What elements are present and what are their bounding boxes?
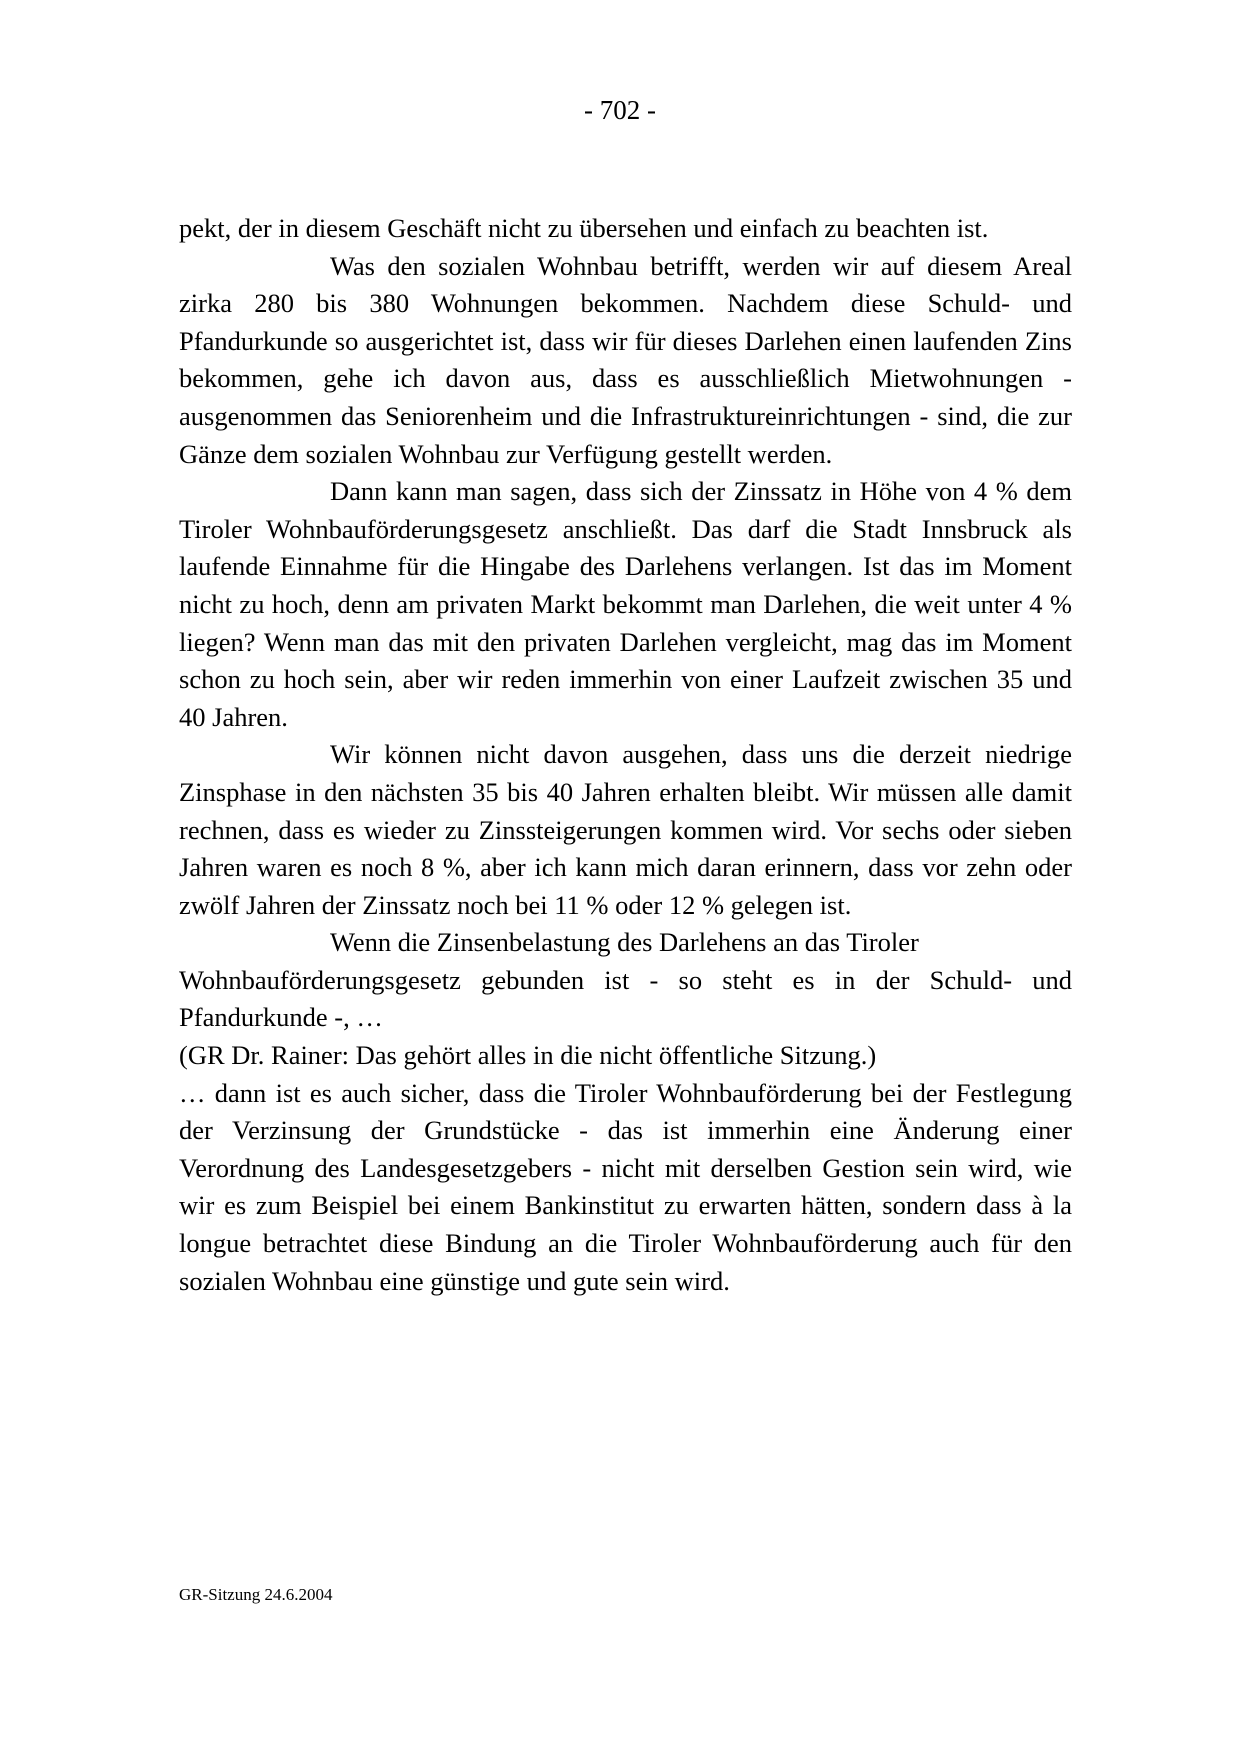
page-number: - 702 - — [584, 95, 656, 125]
document-body — [179, 210, 1072, 1300]
paragraph-continuation: pekt, der in diesem Geschäft nicht zu übersehen und einfach zu beachten ist. — [179, 213, 989, 243]
paragraph-interest-rate: Dann kann man sagen, dass sich der Zinssatz in Höhe von 4 % dem Tiroler Wohnbauförderungsgesetz anschließt. Das darf die Stadt Innsbruck als laufende Einnahme für die Hingabe des Darlehens verlangen. Ist das im Moment nicht zu hoch, denn am privaten Markt bekommt man Darlehen, die weit unter 4 % liegen? Wenn man das mit den privaten Darlehen vergleicht, mag das im Moment schon zu hoch sein, aber wir reden immerhin von einer Laufzeit zwischen 35 und 40 Jahren. — [179, 476, 1072, 732]
interjection: (GR Dr. Rainer: Das gehört alles in die nicht öffentliche Sitzung.) — [179, 1040, 877, 1071]
paragraph-interest-outlook: Wir können nicht davon ausgehen, dass uns die derzeit niedrige Zinsphase in den nächsten 35 bis 40 Jahren erhalten bleibt. Wir müssen alle damit rechnen, dass es wieder zu Zinssteigerungen kommen wird. Vor sechs oder sieben Jahren waren es noch 8 %, aber ich kann mich daran erinnern, dass vor zehn oder zwölf Jahren der Zinssatz noch bei 11 % oder 12 % gelegen ist. — [179, 739, 1072, 920]
paragraph-interest-binding-cont: Wohnbauförderungsgesetz gebunden ist - so steht es in der Schuld- und Pfandurkunde -, … — [179, 964, 1072, 1033]
paragraph-social-housing: Was den sozialen Wohnbau betrifft, werden wir auf diesem Areal zirka 280 bis 380 Wohnungen bekommen. Nachdem diese Schuld- und Pfandurkunde so ausgerichtet ist, dass wir für dieses Darlehen einen laufenden Zins bekommen, gehe ich davon aus, dass es ausschließlich Mietwohnungen - ausgenommen das Seniorenheim und die Infrastruktureinrichtungen - sind, die zur Gänze dem sozialen Wohnbau zur Verfügung gestellt werden. — [179, 250, 1072, 469]
paragraph-interest-binding-start: Wenn die Zinsenbelastung des Darlehens an das Tiroler — [330, 927, 919, 958]
paragraph-conclusion: … dann ist es auch sicher, dass die Tiroler Wohnbauförderung bei der Festlegung der Verzinsung der Grundstücke - das ist immerhin eine Änderung einer Verordnung des Landesgesetzgebers - nicht mit derselben Gestion sein wird, wie wir es zum Beispiel bei einem Bankinstitut zu erwarten hätten, sondern dass à la longue betrachtet diese Bindung an die Tiroler Wohnbauförderung auch für den sozialen Wohnbau eine günstige und gute sein wird. — [179, 1077, 1072, 1296]
footer-session-date: GR-Sitzung 24.6.2004 — [179, 1585, 333, 1604]
